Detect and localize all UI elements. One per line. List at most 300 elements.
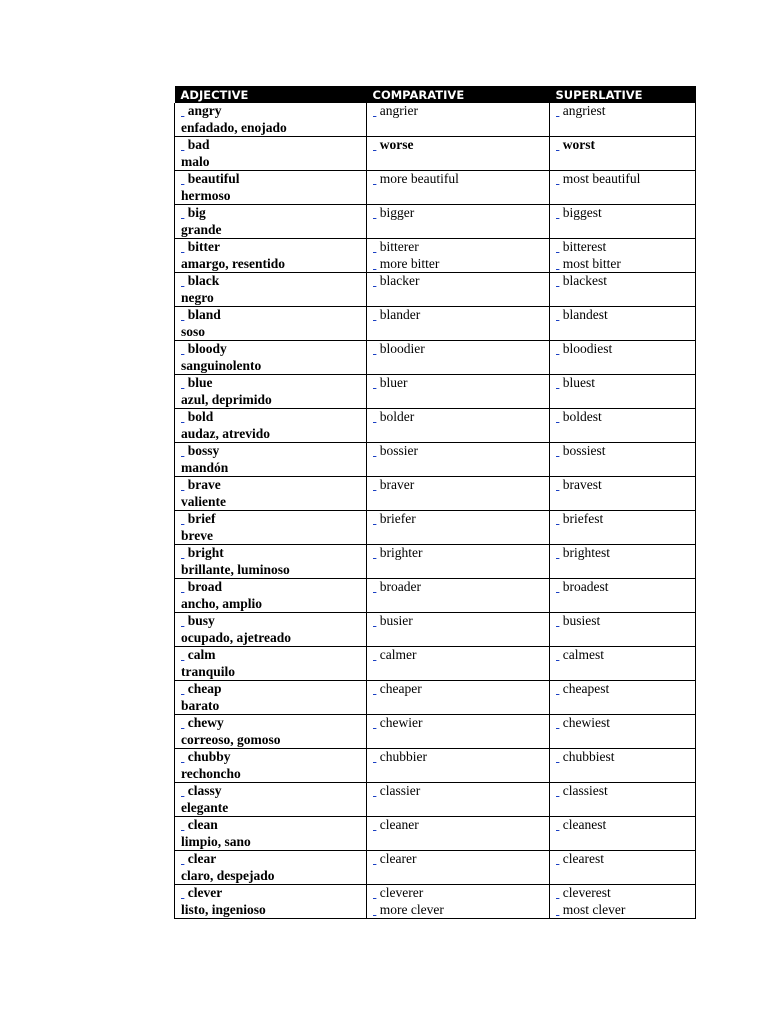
superlative-cell bbox=[550, 409, 696, 443]
superlative-cell bbox=[550, 171, 696, 205]
adjective-cell bbox=[175, 511, 367, 545]
link-marker[interactable] bbox=[373, 545, 376, 560]
adjective-cell bbox=[175, 239, 367, 273]
comparative-cell bbox=[367, 885, 550, 919]
superlative-form: clearest bbox=[562, 851, 604, 866]
spanish-translation: ancho, amplio bbox=[181, 595, 263, 611]
comparative-cell bbox=[367, 477, 550, 511]
link-marker[interactable] bbox=[556, 783, 559, 798]
link-marker[interactable] bbox=[373, 205, 376, 220]
link-marker[interactable] bbox=[556, 307, 559, 322]
comparative-form-line bbox=[373, 851, 549, 868]
adjective-word: chubby bbox=[187, 749, 231, 764]
comparative-form-line bbox=[373, 375, 549, 392]
comparative-cell bbox=[367, 443, 550, 477]
link-marker[interactable] bbox=[556, 239, 559, 254]
spanish-translation: claro, despejado bbox=[181, 867, 275, 883]
superlative-cell bbox=[550, 477, 696, 511]
superlative-cell bbox=[550, 341, 696, 375]
spanish-translation: soso bbox=[181, 323, 206, 339]
comparative-form: chewier bbox=[379, 715, 423, 730]
adjective-word: clean bbox=[187, 817, 218, 832]
spanish-translation: barato bbox=[181, 697, 220, 713]
header-comparative: COMPARATIVE bbox=[367, 86, 550, 103]
comparative-form: bloodier bbox=[379, 341, 425, 356]
table-row bbox=[175, 885, 696, 919]
table-row bbox=[175, 851, 696, 885]
adjective-cell bbox=[175, 613, 367, 647]
link-marker[interactable] bbox=[556, 647, 559, 662]
comparative-form-line bbox=[373, 681, 549, 698]
superlative-form: chubbiest bbox=[562, 749, 615, 764]
spanish-translation: elegante bbox=[181, 799, 229, 815]
superlative-form: broadest bbox=[562, 579, 609, 594]
link-marker[interactable] bbox=[181, 171, 184, 186]
comparative-cell bbox=[367, 205, 550, 239]
superlative-cell bbox=[550, 715, 696, 749]
spanish-translation: ocupado, ajetreado bbox=[181, 629, 291, 645]
spanish-translation: grande bbox=[181, 221, 222, 237]
adjective-cell bbox=[175, 681, 367, 715]
comparative-form: bolder bbox=[379, 409, 415, 424]
comparative-form: blander bbox=[379, 307, 421, 322]
link-marker[interactable] bbox=[181, 409, 184, 424]
link-marker[interactable] bbox=[373, 256, 376, 271]
superlative-form-line bbox=[556, 715, 695, 732]
comparative-form: cheaper bbox=[379, 681, 422, 696]
spanish-translation: azul, deprimido bbox=[181, 391, 272, 407]
link-marker[interactable] bbox=[181, 817, 184, 832]
superlative-cell bbox=[550, 375, 696, 409]
comparative-form-line bbox=[373, 273, 549, 290]
comparative-form-line bbox=[373, 902, 549, 919]
comparative-form: worse bbox=[379, 137, 414, 152]
table-row bbox=[175, 817, 696, 851]
comparative-form: more beautiful bbox=[379, 171, 459, 186]
superlative-cell bbox=[550, 613, 696, 647]
superlative-form: classiest bbox=[562, 783, 608, 798]
comparative-form: cleverer bbox=[379, 885, 424, 900]
comparative-cell bbox=[367, 817, 550, 851]
spanish-translation: rechoncho bbox=[181, 765, 241, 781]
link-marker[interactable] bbox=[181, 681, 184, 696]
superlative-form-line bbox=[556, 137, 695, 154]
comparative-form: bitterer bbox=[379, 239, 419, 254]
adjective-cell bbox=[175, 409, 367, 443]
superlative-cell bbox=[550, 239, 696, 273]
table-row bbox=[175, 715, 696, 749]
link-marker[interactable] bbox=[181, 885, 184, 900]
adjective-cell bbox=[175, 341, 367, 375]
adjective-cell bbox=[175, 171, 367, 205]
adjective-word: clever bbox=[187, 885, 223, 900]
header-superlative: SUPERLATIVE bbox=[550, 86, 696, 103]
link-marker[interactable] bbox=[181, 443, 184, 458]
spanish-translation: sanguinolento bbox=[181, 357, 262, 373]
adjective-word: brave bbox=[187, 477, 221, 492]
link-marker[interactable] bbox=[373, 647, 376, 662]
adjective-word: cheap bbox=[187, 681, 222, 696]
link-marker[interactable] bbox=[556, 409, 559, 424]
adjective-word: bold bbox=[187, 409, 214, 424]
superlative-cell bbox=[550, 545, 696, 579]
table-row bbox=[175, 409, 696, 443]
table-row bbox=[175, 273, 696, 307]
adjective-cell bbox=[175, 817, 367, 851]
comparative-cell bbox=[367, 579, 550, 613]
adjective-word: black bbox=[187, 273, 220, 288]
comparative-form-line bbox=[373, 613, 549, 630]
superlative-form: brightest bbox=[562, 545, 610, 560]
comparative-form: clearer bbox=[379, 851, 417, 866]
comparative-cell bbox=[367, 137, 550, 171]
adjective-cell bbox=[175, 783, 367, 817]
comparative-form: blacker bbox=[379, 273, 420, 288]
superlative-cell bbox=[550, 137, 696, 171]
superlative-form-line bbox=[556, 477, 695, 494]
superlative-cell bbox=[550, 511, 696, 545]
link-marker[interactable] bbox=[556, 749, 559, 764]
comparative-form: more bitter bbox=[379, 255, 440, 271]
table-row bbox=[175, 341, 696, 375]
link-marker[interactable] bbox=[373, 273, 376, 288]
superlative-form: briefest bbox=[562, 511, 604, 526]
comparative-cell bbox=[367, 545, 550, 579]
link-marker[interactable] bbox=[373, 579, 376, 594]
link-marker[interactable] bbox=[373, 613, 376, 628]
table-row bbox=[175, 307, 696, 341]
comparative-cell bbox=[367, 681, 550, 715]
comparative-form: busier bbox=[379, 613, 413, 628]
superlative-cell bbox=[550, 307, 696, 341]
adjective-cell bbox=[175, 851, 367, 885]
spanish-translation: brillante, luminoso bbox=[181, 561, 290, 577]
spanish-translation: correoso, gomoso bbox=[181, 731, 281, 747]
link-marker[interactable] bbox=[181, 851, 184, 866]
superlative-form-line bbox=[556, 851, 695, 868]
superlative-cell bbox=[550, 205, 696, 239]
link-marker[interactable] bbox=[556, 205, 559, 220]
adjective-word: clear bbox=[187, 851, 217, 866]
table-row bbox=[175, 783, 696, 817]
link-marker[interactable] bbox=[181, 239, 184, 254]
comparative-form-line bbox=[373, 817, 549, 834]
link-marker[interactable] bbox=[556, 681, 559, 696]
adjective-word: bland bbox=[187, 307, 221, 322]
link-marker[interactable] bbox=[373, 885, 376, 900]
superlative-form: most clever bbox=[562, 901, 626, 917]
adjective-word: calm bbox=[187, 647, 216, 662]
comparative-form: broader bbox=[379, 579, 421, 594]
link-marker[interactable] bbox=[181, 341, 184, 356]
superlative-cell bbox=[550, 273, 696, 307]
superlative-cell bbox=[550, 817, 696, 851]
link-marker[interactable] bbox=[373, 307, 376, 322]
superlative-form-line bbox=[556, 579, 695, 596]
link-marker[interactable] bbox=[556, 545, 559, 560]
comparative-form: cleaner bbox=[379, 817, 419, 832]
comparative-form: more clever bbox=[379, 901, 444, 917]
comparative-form-line bbox=[373, 749, 549, 766]
adjective-cell bbox=[175, 307, 367, 341]
superlative-form-line bbox=[556, 817, 695, 834]
adjective-word: classy bbox=[187, 783, 222, 798]
superlative-form: blackest bbox=[562, 273, 607, 288]
link-marker[interactable] bbox=[373, 239, 376, 254]
comparative-cell bbox=[367, 409, 550, 443]
superlative-form-line bbox=[556, 902, 695, 919]
table-row bbox=[175, 749, 696, 783]
link-marker[interactable] bbox=[556, 256, 559, 271]
superlative-form: cleverest bbox=[562, 885, 611, 900]
table-row bbox=[175, 205, 696, 239]
link-marker[interactable] bbox=[556, 375, 559, 390]
comparative-form-line bbox=[373, 885, 549, 902]
adjective-word: beautiful bbox=[187, 171, 240, 186]
comparative-form: bluer bbox=[379, 375, 408, 390]
comparative-form: chubbier bbox=[379, 749, 427, 764]
table-row bbox=[175, 477, 696, 511]
comparative-form-line bbox=[373, 511, 549, 528]
link-marker[interactable] bbox=[373, 783, 376, 798]
superlative-form: worst bbox=[562, 137, 595, 152]
superlative-form-line bbox=[556, 749, 695, 766]
comparative-form: calmer bbox=[379, 647, 417, 662]
link-marker[interactable] bbox=[556, 613, 559, 628]
link-marker[interactable] bbox=[556, 851, 559, 866]
table-row bbox=[175, 443, 696, 477]
adjective-word: bloody bbox=[187, 341, 227, 356]
link-marker[interactable] bbox=[373, 851, 376, 866]
superlative-form: boldest bbox=[562, 409, 602, 424]
adjective-cell bbox=[175, 647, 367, 681]
comparative-form: bossier bbox=[379, 443, 418, 458]
link-marker[interactable] bbox=[181, 103, 184, 118]
comparative-cell bbox=[367, 239, 550, 273]
comparative-form: angrier bbox=[379, 103, 418, 118]
superlative-cell bbox=[550, 647, 696, 681]
adjective-cell bbox=[175, 375, 367, 409]
superlative-form: busiest bbox=[562, 613, 601, 628]
comparative-cell bbox=[367, 613, 550, 647]
comparative-cell bbox=[367, 851, 550, 885]
link-marker[interactable] bbox=[373, 681, 376, 696]
superlative-form: bossiest bbox=[562, 443, 606, 458]
superlative-form-line bbox=[556, 307, 695, 324]
superlative-form-line bbox=[556, 443, 695, 460]
table-row bbox=[175, 103, 696, 137]
adjective-cell bbox=[175, 205, 367, 239]
superlative-form-line bbox=[556, 511, 695, 528]
comparative-cell bbox=[367, 341, 550, 375]
link-marker[interactable] bbox=[181, 545, 184, 560]
superlative-form: bluest bbox=[562, 375, 595, 390]
adjective-word: bad bbox=[187, 137, 210, 152]
table-row bbox=[175, 375, 696, 409]
comparative-form-line bbox=[373, 783, 549, 800]
link-marker[interactable] bbox=[373, 477, 376, 492]
comparative-form-line bbox=[373, 205, 549, 222]
link-marker[interactable] bbox=[181, 375, 184, 390]
spanish-translation: limpio, sano bbox=[181, 833, 251, 849]
link-marker[interactable] bbox=[556, 443, 559, 458]
adjective-cell bbox=[175, 103, 367, 137]
superlative-form: bitterest bbox=[562, 239, 607, 254]
superlative-form: cheapest bbox=[562, 681, 610, 696]
link-marker[interactable] bbox=[556, 902, 559, 917]
superlative-form-line bbox=[556, 409, 695, 426]
comparative-form-line bbox=[373, 103, 549, 120]
link-marker[interactable] bbox=[373, 902, 376, 917]
table-row bbox=[175, 613, 696, 647]
spanish-translation: valiente bbox=[181, 493, 226, 509]
adjective-word: broad bbox=[187, 579, 223, 594]
adjective-cell bbox=[175, 477, 367, 511]
link-marker[interactable] bbox=[181, 749, 184, 764]
link-marker[interactable] bbox=[373, 409, 376, 424]
adjective-word: busy bbox=[187, 613, 215, 628]
comparative-form: classier bbox=[379, 783, 421, 798]
superlative-cell bbox=[550, 851, 696, 885]
adjective-cell bbox=[175, 273, 367, 307]
adjective-cell bbox=[175, 715, 367, 749]
superlative-form: biggest bbox=[562, 205, 602, 220]
table-row bbox=[175, 545, 696, 579]
table-body bbox=[175, 103, 696, 919]
comparative-form-line bbox=[373, 545, 549, 562]
superlative-form-line bbox=[556, 341, 695, 358]
link-marker[interactable] bbox=[373, 137, 376, 152]
link-marker[interactable] bbox=[181, 613, 184, 628]
spanish-translation: mandón bbox=[181, 459, 229, 475]
superlative-form: calmest bbox=[562, 647, 604, 662]
comparative-cell bbox=[367, 647, 550, 681]
link-marker[interactable] bbox=[373, 749, 376, 764]
comparative-form-line bbox=[373, 647, 549, 664]
comparative-form-line bbox=[373, 256, 549, 273]
adjective-word: chewy bbox=[187, 715, 224, 730]
link-marker[interactable] bbox=[181, 511, 184, 526]
comparative-form-line bbox=[373, 579, 549, 596]
comparative-form-line bbox=[373, 477, 549, 494]
adjective-cell bbox=[175, 885, 367, 919]
link-marker[interactable] bbox=[373, 375, 376, 390]
link-marker[interactable] bbox=[556, 103, 559, 118]
superlative-form-line bbox=[556, 171, 695, 188]
link-marker[interactable] bbox=[181, 273, 184, 288]
comparative-form: braver bbox=[379, 477, 415, 492]
adjective-cell bbox=[175, 443, 367, 477]
comparative-form-line bbox=[373, 171, 549, 188]
table-row bbox=[175, 647, 696, 681]
table-row bbox=[175, 239, 696, 273]
link-marker[interactable] bbox=[556, 171, 559, 186]
superlative-form: bravest bbox=[562, 477, 602, 492]
comparative-form-line bbox=[373, 409, 549, 426]
comparative-cell bbox=[367, 307, 550, 341]
superlative-cell bbox=[550, 681, 696, 715]
comparative-form: bigger bbox=[379, 205, 415, 220]
table-row bbox=[175, 579, 696, 613]
superlative-cell bbox=[550, 579, 696, 613]
link-marker[interactable] bbox=[556, 341, 559, 356]
superlative-form-line bbox=[556, 783, 695, 800]
comparative-form: brighter bbox=[379, 545, 423, 560]
link-marker[interactable] bbox=[181, 647, 184, 662]
table-row bbox=[175, 511, 696, 545]
link-marker[interactable] bbox=[556, 885, 559, 900]
superlative-form: chewiest bbox=[562, 715, 610, 730]
link-marker[interactable] bbox=[556, 579, 559, 594]
link-marker[interactable] bbox=[373, 341, 376, 356]
comparative-cell bbox=[367, 511, 550, 545]
table-row bbox=[175, 137, 696, 171]
link-marker[interactable] bbox=[556, 511, 559, 526]
link-marker[interactable] bbox=[556, 273, 559, 288]
link-marker[interactable] bbox=[181, 579, 184, 594]
adjective-cell bbox=[175, 137, 367, 171]
link-marker[interactable] bbox=[181, 715, 184, 730]
link-marker[interactable] bbox=[556, 715, 559, 730]
link-marker[interactable] bbox=[373, 511, 376, 526]
link-marker[interactable] bbox=[556, 137, 559, 152]
superlative-form-line bbox=[556, 545, 695, 562]
adjective-word: blue bbox=[187, 375, 213, 390]
adjective-word: angry bbox=[187, 103, 222, 118]
superlative-form: cleanest bbox=[562, 817, 607, 832]
link-marker[interactable] bbox=[181, 307, 184, 322]
comparative-form-line bbox=[373, 239, 549, 256]
spanish-translation: tranquilo bbox=[181, 663, 236, 679]
superlative-form: most bitter bbox=[562, 255, 621, 271]
adjective-word: bright bbox=[187, 545, 224, 560]
link-marker[interactable] bbox=[181, 205, 184, 220]
link-marker[interactable] bbox=[373, 817, 376, 832]
spanish-translation: enfadado, enojado bbox=[181, 119, 287, 135]
superlative-form-line bbox=[556, 103, 695, 120]
comparative-form-line bbox=[373, 137, 549, 154]
header-adjective: ADJECTIVE bbox=[175, 86, 367, 103]
link-marker[interactable] bbox=[556, 477, 559, 492]
comparative-cell bbox=[367, 783, 550, 817]
link-marker[interactable] bbox=[373, 103, 376, 118]
link-marker[interactable] bbox=[181, 137, 184, 152]
spanish-translation: audaz, atrevido bbox=[181, 425, 271, 441]
superlative-form: angriest bbox=[562, 103, 606, 118]
link-marker[interactable] bbox=[373, 715, 376, 730]
spanish-translation: negro bbox=[181, 289, 214, 305]
superlative-form-line bbox=[556, 885, 695, 902]
link-marker[interactable] bbox=[373, 443, 376, 458]
adjective-word: brief bbox=[187, 511, 216, 526]
superlative-form-line bbox=[556, 256, 695, 273]
link-marker[interactable] bbox=[181, 477, 184, 492]
link-marker[interactable] bbox=[556, 817, 559, 832]
spanish-translation: breve bbox=[181, 527, 213, 543]
superlative-cell bbox=[550, 749, 696, 783]
link-marker[interactable] bbox=[373, 171, 376, 186]
superlative-form-line bbox=[556, 205, 695, 222]
superlative-cell bbox=[550, 783, 696, 817]
superlative-form-line bbox=[556, 375, 695, 392]
superlative-cell bbox=[550, 103, 696, 137]
comparative-cell bbox=[367, 749, 550, 783]
superlative-form: bloodiest bbox=[562, 341, 613, 356]
link-marker[interactable] bbox=[181, 783, 184, 798]
adjective-cell bbox=[175, 579, 367, 613]
superlative-form-line bbox=[556, 613, 695, 630]
superlative-form: blandest bbox=[562, 307, 608, 322]
